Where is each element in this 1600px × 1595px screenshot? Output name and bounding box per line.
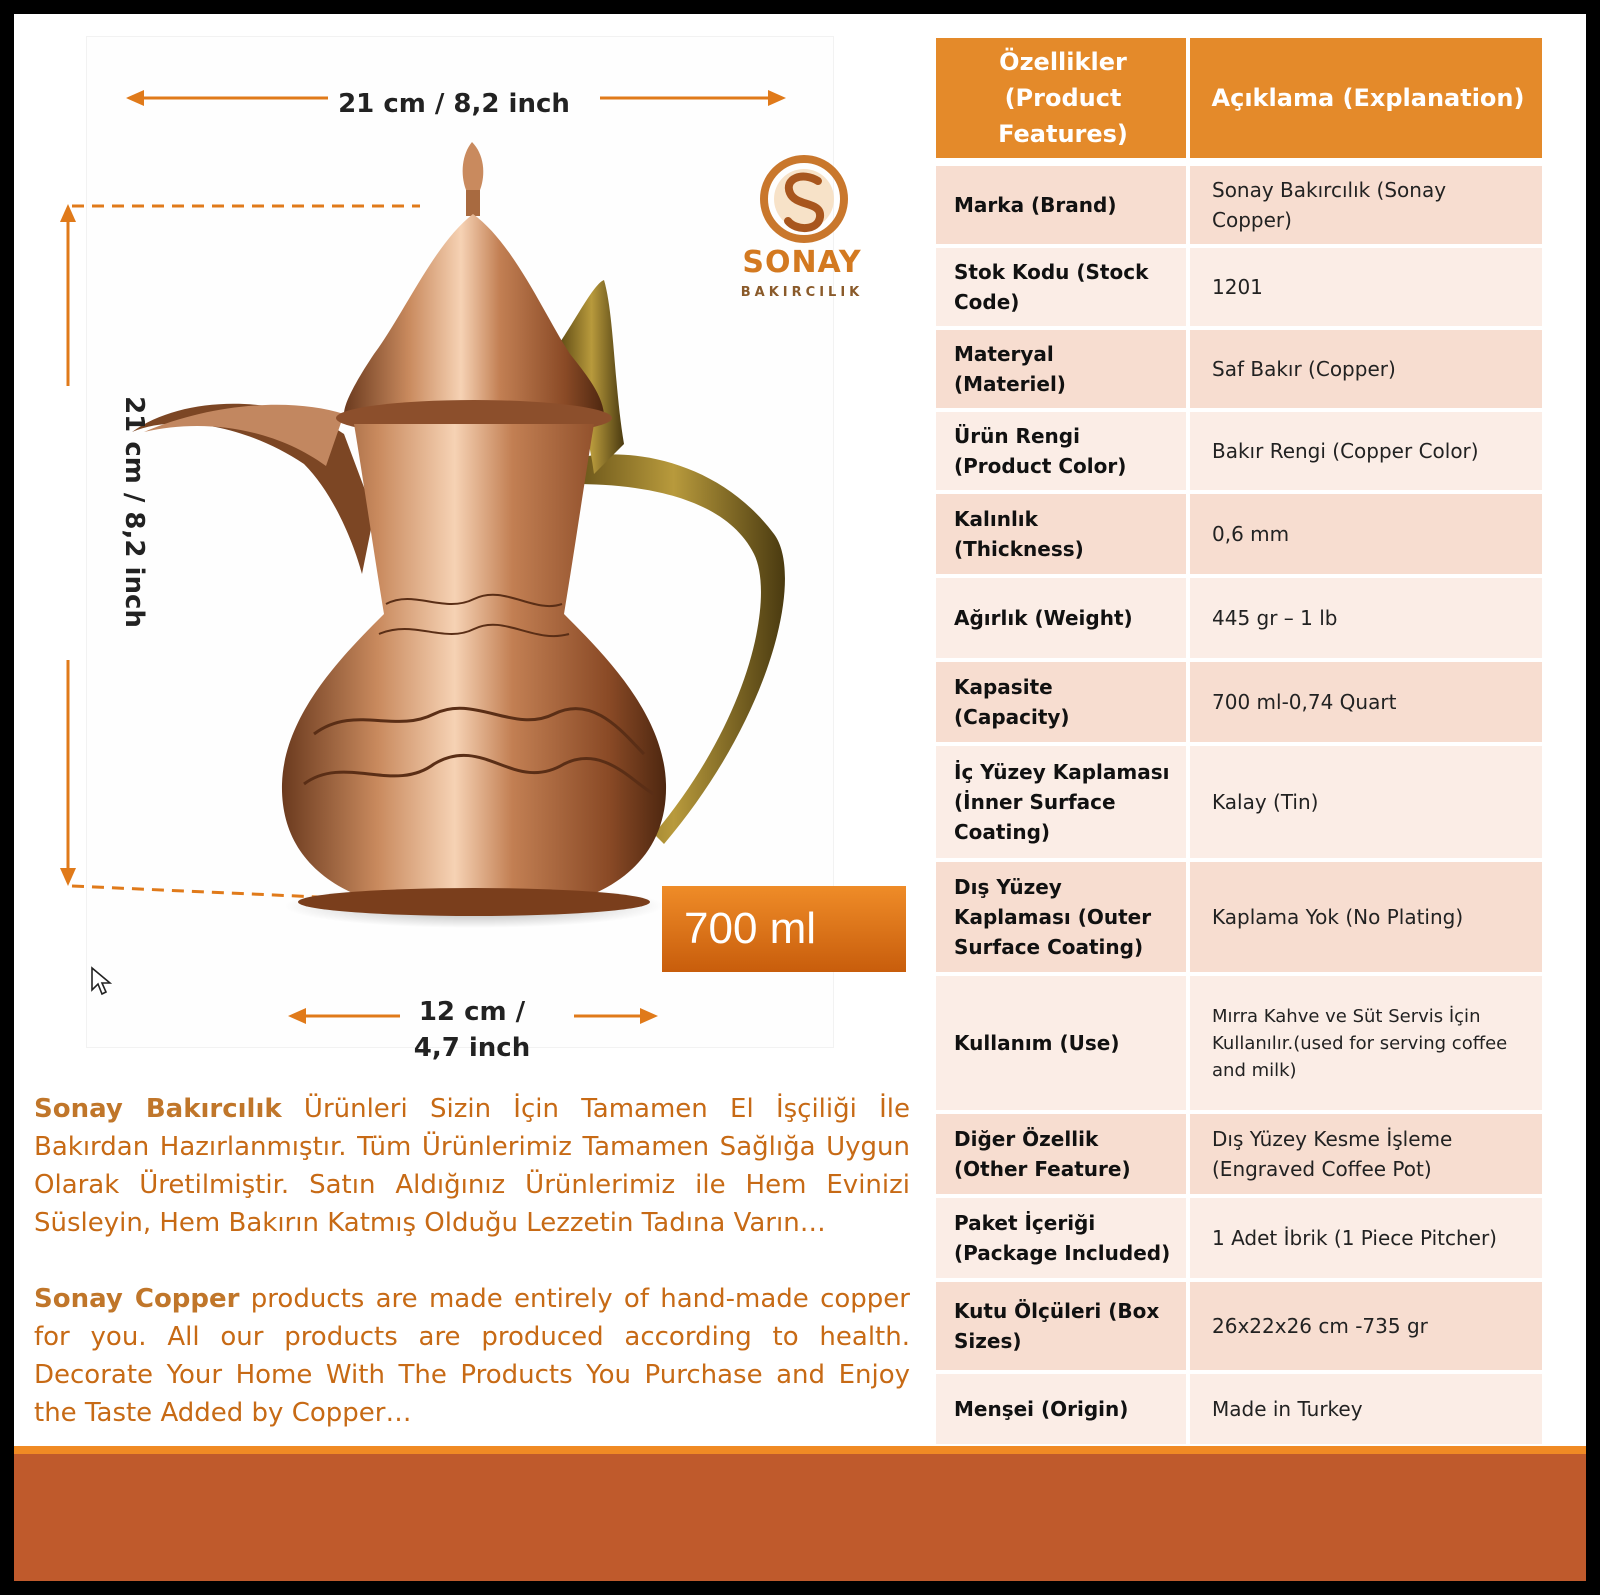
feature-cell: Ağırlık (Weight) — [936, 578, 1190, 662]
footer-bar — [14, 1454, 1586, 1581]
brand-logo — [732, 149, 872, 309]
description-tr-text: Ürünleri Sizin İçin Tamamen El İşçiliği İle Bakırdan Hazırlanmıştır. Tüm Ürünlerimiz Tamamen Sağlığa Uygun Olarak Üretilmiştir. Satın Aldığınız Ürünlerimiz ile Hem Evinizi Süsleyin, Hem Bakırın Katmış Olduğu Lezzetin Tadına Varın… — [34, 1094, 910, 1238]
feature-cell: Materyal (Materiel) — [936, 330, 1190, 412]
feature-cell: Kalınlık (Thickness) — [936, 494, 1190, 578]
table-row — [936, 1198, 1542, 1282]
value-cell: 26x22x26 cm -735 gr — [1190, 1282, 1542, 1374]
value-cell: 700 ml-0,74 Quart — [1190, 662, 1542, 746]
table-row — [936, 662, 1542, 746]
feature-cell: Marka (Brand) — [936, 166, 1190, 248]
feature-cell: Kapasite (Capacity) — [936, 662, 1190, 746]
table-row — [936, 330, 1542, 412]
feature-cell: Kullanım (Use) — [936, 976, 1190, 1114]
table-row — [936, 746, 1542, 862]
header-features: Özellikler (Product Features) — [936, 38, 1190, 166]
description-en-text: products are made entirely of hand-made copper for you. All our products are produced according to health. Decorate Your Home With The Products You Purchase and Enjoy the Taste Added by Copper… — [34, 1284, 910, 1428]
table-row — [936, 1114, 1542, 1198]
value-cell: Dış Yüzey Kesme İşleme (Engraved Coffee Pot) — [1190, 1114, 1542, 1198]
spec-table — [936, 38, 1542, 1448]
value-cell: Made in Turkey — [1190, 1374, 1542, 1448]
width-dimension-label: 21 cm / 8,2 inch — [338, 89, 570, 119]
value-cell: 1 Adet İbrik (1 Piece Pitcher) — [1190, 1198, 1542, 1282]
value-cell: 1201 — [1190, 248, 1542, 330]
table-row — [936, 494, 1542, 578]
table-row — [936, 1282, 1542, 1374]
height-dimension-label: 21 cm / 8,2 inch — [119, 396, 149, 628]
base-dimension-line2: 4,7 inch — [413, 1033, 531, 1063]
feature-cell: Kutu Ölçüleri (Box Sizes) — [936, 1282, 1190, 1374]
feature-cell: Diğer Özellik (Other Feature) — [936, 1114, 1190, 1198]
table-row — [936, 862, 1542, 976]
header-explanation: Açıklama (Explanation) — [1190, 38, 1542, 166]
table-row — [936, 412, 1542, 494]
feature-cell: Paket İçeriği (Package Included) — [936, 1198, 1190, 1282]
base-dimension-label — [392, 994, 552, 1066]
spec-table-header — [936, 38, 1542, 166]
value-cell: Sonay Bakırcılık (Sonay Copper) — [1190, 166, 1542, 248]
description-en-brand: Sonay Copper — [34, 1284, 240, 1314]
value-cell: 445 gr – 1 lb — [1190, 578, 1542, 662]
product-sheet — [14, 14, 1586, 1581]
value-cell: Kaplama Yok (No Plating) — [1190, 862, 1542, 976]
logo-subtitle: BAKIRCILIK — [740, 285, 864, 300]
volume-badge: 700 ml — [662, 886, 906, 972]
feature-cell: Stok Kodu (Stock Code) — [936, 248, 1190, 330]
value-cell: 0,6 mm — [1190, 494, 1542, 578]
feature-cell: Menşei (Origin) — [936, 1374, 1190, 1448]
feature-cell: Ürün Rengi (Product Color) — [936, 412, 1190, 494]
feature-cell: İç Yüzey Kaplaması (İnner Surface Coating) — [936, 746, 1190, 862]
logo-emblem-icon — [732, 149, 872, 245]
table-row — [936, 578, 1542, 662]
base-dimension-line1: 12 cm / — [418, 997, 526, 1027]
logo-name: SONAY — [742, 245, 862, 280]
table-row — [936, 976, 1542, 1114]
value-cell: Saf Bakır (Copper) — [1190, 330, 1542, 412]
mouse-cursor-icon — [90, 966, 112, 996]
description-english — [34, 1280, 910, 1432]
product-photo-area — [14, 14, 944, 1074]
value-cell: Mırra Kahve ve Süt Servis İçin Kullanılır.(used for serving coffee and milk) — [1190, 976, 1542, 1114]
value-cell: Bakır Rengi (Copper Color) — [1190, 412, 1542, 494]
description-tr-brand: Sonay Bakırcılık — [34, 1094, 282, 1124]
value-cell: Kalay (Tin) — [1190, 746, 1542, 862]
table-row — [936, 1374, 1542, 1448]
feature-cell: Dış Yüzey Kaplaması (Outer Surface Coating) — [936, 862, 1190, 976]
footer-accent-stripe — [14, 1446, 1586, 1454]
description-turkish — [34, 1090, 910, 1242]
copper-coffee-pot-image — [132, 142, 785, 928]
table-row — [936, 166, 1542, 248]
table-row — [936, 248, 1542, 330]
